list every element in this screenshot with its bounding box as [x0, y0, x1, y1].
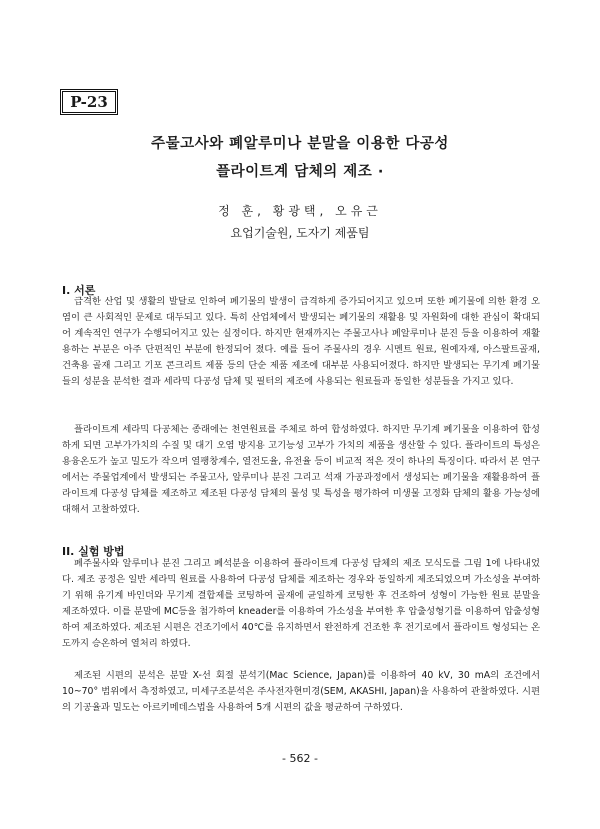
intro-paragraph-2: 플라이트계 세라믹 다공체는 종래에는 천연원료를 주체로 하여 합성하였다. 하지만 무기계 폐기물을 이용하여 합성하게 되면 고부가가치의 수질 및 대기 오염 방지용 고기능성 고부가 가치의 제품을 생산할 수 있다. 플라이트의 특성은 용융온도가 높고 밀도가 작으며 열팽창계수, 열전도율, 유전율 등이 비교적 적은 것이 하나의 특징이다. 따라서 본 연구에서는 주물업계에서 발생되는 주물고사, 알루미나 분진 그리고 석재 가공과정에서 생성되는 폐기물을 재활용하여 플라이트계 다공성 담체를 제조하고 제조된 다공성 담체의 물성 및 특성을 평가하여 미생물 고정화 담체의 활용 가능성에 대해서 고찰하였다.: [62, 424, 540, 516]
title-line-2: 플라이트계 담체의 제조 ·: [216, 164, 384, 180]
title-line-1: 주물고사와 폐알루미나 분말을 이용한 다공성: [151, 136, 449, 152]
methods-paragraph-1: 폐주물사와 알루미나 분진 그리고 폐석분을 이용하여 플라이트계 다공성 담체의 제조 모식도를 그림 1에 나타내었다. 제조 공정은 일반 세라믹 원료를 사용하여 다공성 담체를 제조하는 경우와 동일하게 제조되었으며 가소성을 부여하기 위해 유기계 바인더와 무기계 결합제를 코팅하여 골재에 균일하게 코팅한 후 건조하여 성형이 가능한 원료 분말을 제조하였다. 이를 분말에 MC등을 첨가하여 kneader를 이용하여 가소성을 부여한 후 압출성형기를 이용하여 압출성형하여 제조하였다. 제조된 시편은 건조기에서 40℃를 유지하면서 완전하게 건조한 후 전기로에서 플라이트 형성되는 온도까지 승온하여 열처리 하였다.: [62, 558, 540, 650]
section-heading-methods: II. 실험 방법: [62, 545, 125, 558]
affiliation: 요업기술원, 도자기 제품팀: [230, 226, 370, 240]
paper-tag: P-23: [60, 89, 118, 115]
intro-paragraph-1: 급격한 산업 및 생활의 발달로 인하여 폐기물의 발생이 급격하게 증가되어지고 있으며 또한 폐기물에 의한 환경 오염이 큰 사회적인 문제로 대두되고 있다. 특히 산업체에서 발생되는 폐기물의 재활용 및 자원화에 대한 관심이 확대되어 계속적인 연구가 수행되어지고 있는 실정이다. 하지만 현재까지는 주물고사나 폐알루미나 분진 등을 이용하여 재활용하는 부분은 아주 단편적인 부분에 한정되어 졌다. 예를 들어 주물사의 경우 시멘트 원료, 원예자재, 아스팔트골재, 건축용 골재 그리고 기포 콘크리트 제품 등의 단순 제품 제조에 대부분 사용되어졌다. 하지만 발생되는 무기계 폐기물들의 성분을 분석한 결과 세라믹 다공성 담체 및 필터의 제조에 사용되는 원료들과 동일한 성분들을 가지고 있다.: [62, 296, 540, 388]
methods-paragraph-2: 제조된 시편의 분석은 분말 X-선 회절 분석기(Mac Science, Japan)를 이용하여 40 kV, 30 mA의 조건에서 10~70° 범위에서 측정하였고, 미세구조분석은 주사전자현미경(SEM, AKASHI, Japan)을 사용하여 관찰하였다. 시편의 기공율과 밀도는 아르키메데스법을 사용하여 5개 시편의 값을 평균하여 구하였다.: [62, 670, 540, 714]
authors: 정 훈, 황광택, 오유근: [218, 204, 382, 218]
section-heading-introduction: I. 서론: [62, 284, 96, 297]
page-number: - 562 -: [282, 752, 318, 765]
